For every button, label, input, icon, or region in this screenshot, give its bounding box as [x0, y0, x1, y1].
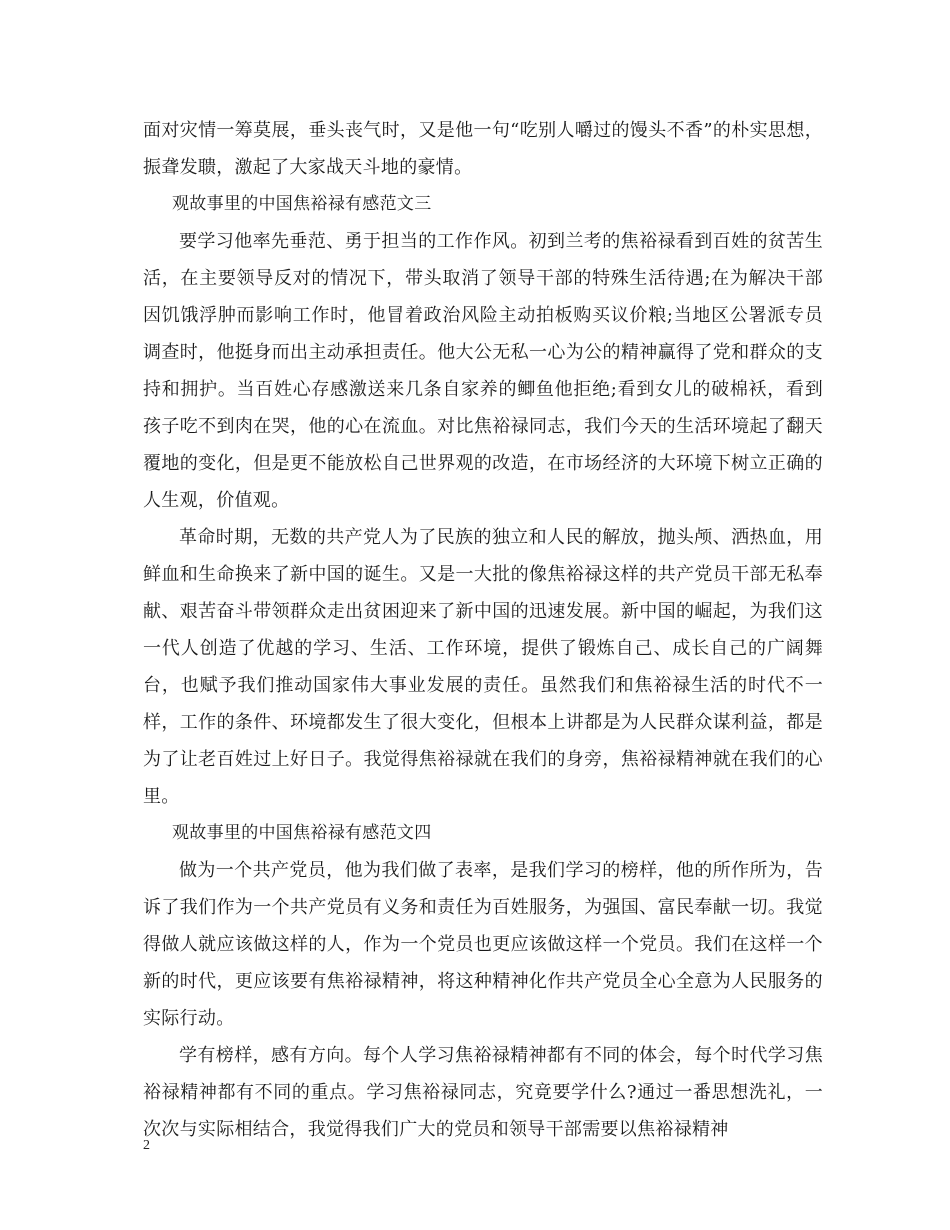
paragraph: 学有榜样，感有方向。每个人学习焦裕禄精神都有不同的体会，每个时代学习焦裕禄精神都有不同的重点。学习焦裕禄同志，究竟要学什么?通过一番思想洗礼，一次次与实际相结合，我觉得我们广大的党员和领导干部需要以焦裕禄精神 — [143, 1045, 823, 1140]
paragraph: 做为一个共产党员，他为我们做了表率，是我们学习的榜样，他的所作所为，告诉了我们作为一个共产党员有义务和责任为百姓服务，为强国、富民奉献一切。我觉得做人就应该做这样的人，作为一个党员也更应该做这样一个党员。我们在这样一个新的时代，更应该要有焦裕禄精神，将这种精神化作共产党员全心全意为人民服务的实际行动。 — [143, 860, 823, 1029]
paragraph-continued: 面对灾情一筹莫展，垂头丧气时，又是他一句“吃别人嚼过的馒头不香”的朴实思想，振聋发聩，激起了大家战天斗地的豪情。 — [143, 120, 823, 178]
section-heading-4: 观故事里的中国焦裕禄有感范文四 — [172, 823, 432, 843]
paragraph: 革命时期，无数的共产党人为了民族的独立和人民的解放，抛头颅、洒热血，用鲜血和生命换来了新中国的诞生。又是一大批的像焦裕禄这样的共产党员干部无私奉献、艰苦奋斗带领群众走出贫困迎来了新中国的迅速发展。新中国的崛起，为我们这一代人创造了优越的学习、生活、工作环境，提供了锻炼自己、成长自己的广阔舞台，也赋予我们推动国家伟大事业发展的责任。虽然我们和焦裕禄生活的时代不一样，工作的条件、环境都发生了很大变化，但根本上讲都是为人民群众谋利益，都是为了让老百姓过上好日子。我觉得焦裕禄就在我们的身旁，焦裕禄精神就在我们的心里。 — [143, 527, 823, 807]
page-number: 2 — [143, 1138, 150, 1153]
document-body — [143, 112, 823, 1148]
section-heading-3: 观故事里的中国焦裕禄有感范文三 — [172, 194, 432, 214]
paragraph: 要学习他率先垂范、勇于担当的工作作风。初到兰考的焦裕禄看到百姓的贫苦生活，在主要领导反对的情况下，带头取消了领导干部的特殊生活待遇;在为解决干部因饥饿浮肿而影响工作时，他冒着政治风险主动拍板购买议价粮;当地区公署派专员调查时，他挺身而出主动承担责任。他大公无私一心为公的精神赢得了党和群众的支持和拥护。当百姓心存感激送来几条自家养的鲫鱼他拒绝;看到女儿的破棉袄，看到孩子吃不到肉在哭，他的心在流血。对比焦裕禄同志，我们今天的生活环境起了翻天覆地的变化，但是更不能放松自己世界观的改造，在市场经济的大环境下树立正确的人生观，价值观。 — [143, 231, 823, 511]
